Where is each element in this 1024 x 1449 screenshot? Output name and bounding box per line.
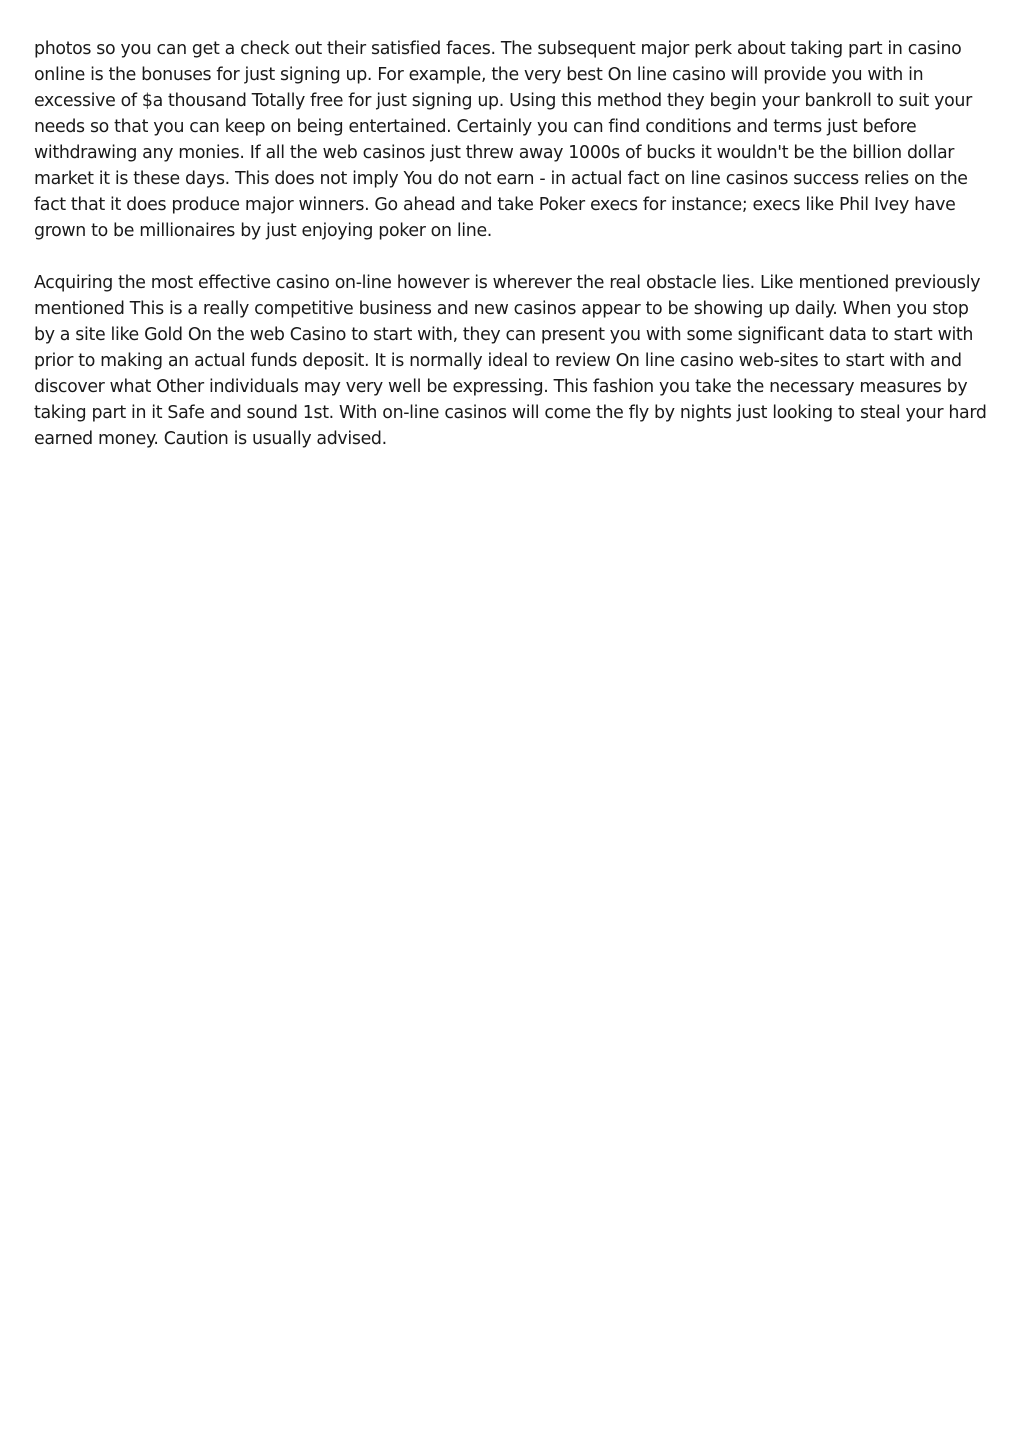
paragraph-1: photos so you can get a check out their satisfied faces. The subsequent major perk about taking part in casino online is the bonuses for just signing up. For example, the very best On line casino will provide you with in excessive of $a thousand Totally free for just signing up. Using this method they begin your bankroll to suit your needs so that you can keep on being entertained. Certainly you can find conditions and terms just before withdrawing any monies. If all the web casinos just threw away 1000s of bucks it wouldn't be the billion dollar market it is these days. This does not imply You do not earn - in actual fact on line casinos success relies on the fact that it does produce major winners. Go ahead and take Poker execs for instance; execs like Phil Ivey have grown to be millionaires by just enjoying poker on line.	[34, 39, 972, 241]
paragraph-2: Acquiring the most effective casino on-line however is wherever the real obstacle lies. Like mentioned previously mentioned This is a really competitive business and new casinos appear to be showing up daily. When you stop by a site like Gold On the web Casino to start with, they can present you with some significant data to start with prior to making an actual funds deposit. It is normally ideal to review On line casino web-sites to start with and discover what Other individuals may very well be expressing. This fashion you take the necessary measures by taking part in it Safe and sound 1st. With on-line casinos will come the fly by nights just looking to steal your hard earned money. Caution is usually advised.	[34, 273, 987, 449]
document-body	[34, 36, 990, 478]
